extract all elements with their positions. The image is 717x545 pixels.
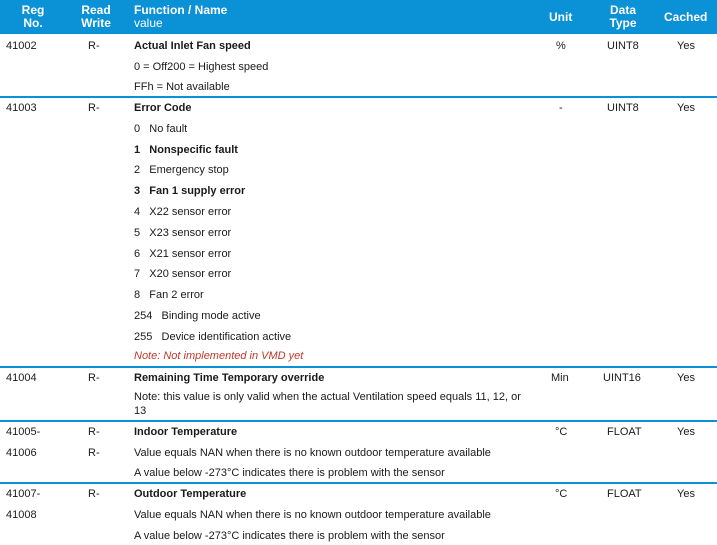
row-divider (0, 366, 717, 368)
row-line: FFh = Not available (134, 81, 230, 93)
cached: Yes (677, 102, 695, 114)
cached: Yes (677, 426, 695, 438)
row-title: Actual Inlet Fan speed (134, 40, 251, 52)
cached: Yes (677, 40, 695, 52)
read-write: R- (88, 426, 100, 438)
error-code-item: 2 Emergency stop (134, 164, 229, 176)
row-title: Error Code (134, 102, 192, 114)
error-code-item: 1 Nonspecific fault (134, 144, 238, 156)
header-function: Function / Name value (134, 3, 228, 30)
header-cached: Cached (664, 10, 708, 24)
row-line: A value below -273°C indicates there is problem with the sensor (134, 467, 445, 479)
row-line: 0 = Off200 = Highest speed (134, 61, 269, 73)
unit: % (556, 40, 566, 52)
row-divider (0, 96, 717, 98)
error-code-item: 4 X22 sensor error (134, 206, 232, 218)
data-type: UINT16 (603, 372, 641, 384)
reg-number: 41005- (6, 426, 41, 438)
row-divider (0, 482, 717, 484)
row-line: A value below -273°C indicates there is problem with the sensor (134, 530, 445, 542)
read-write: R- (88, 447, 100, 459)
reg-number: 41003 (6, 102, 37, 114)
row-title: Outdoor Temperature (134, 488, 247, 500)
error-code-item: 254 Binding mode active (134, 310, 261, 322)
error-code-item: 0 No fault (134, 123, 188, 135)
read-write: R- (88, 488, 100, 500)
read-write: R- (88, 102, 100, 114)
cached: Yes (677, 488, 695, 500)
read-write: R- (88, 40, 100, 52)
unit: °C (555, 488, 568, 500)
error-code-item: 255 Device identification active (134, 331, 292, 343)
unit: - (559, 102, 563, 114)
header-read-write: Read Write (81, 3, 111, 30)
data-type: UINT8 (607, 102, 639, 114)
reg-number: 41007- (6, 488, 41, 500)
row-note: Note: this value is only valid when the actual Ventilation speed equals 11, 12, or 13 (134, 391, 521, 417)
error-code-item: 8 Fan 2 error (134, 289, 204, 301)
cached: Yes (677, 372, 695, 384)
error-code-item: 5 X23 sensor error (134, 227, 232, 239)
table-header (0, 0, 717, 34)
row-line: Value equals NAN when there is no known outdoor temperature available (134, 509, 491, 521)
error-code-item: 3 Fan 1 supply error (134, 185, 246, 197)
row-title: Remaining Time Temporary override (134, 372, 325, 384)
error-code-item: 6 X21 sensor error (134, 248, 232, 260)
header-data-type: Data Type (609, 3, 637, 30)
unit: Min (551, 372, 569, 384)
row-title: Indoor Temperature (134, 426, 238, 438)
not-implemented-note: Note: Not implemented in VMD yet (134, 350, 304, 362)
reg-number: 41004 (6, 372, 37, 384)
header-reg: Reg No. (21, 3, 45, 30)
read-write: R- (88, 372, 100, 384)
row-line: Value equals NAN when there is no known outdoor temperature available (134, 447, 491, 459)
error-code-item: 7 X20 sensor error (134, 268, 232, 280)
row-divider (0, 420, 717, 422)
reg-number: 41002 (6, 40, 37, 52)
data-type: FLOAT (607, 426, 642, 438)
reg-number: 41006 (6, 447, 37, 459)
data-type: UINT8 (607, 40, 639, 52)
header-unit: Unit (549, 10, 573, 24)
data-type: FLOAT (607, 488, 642, 500)
reg-number: 41008 (6, 509, 37, 521)
unit: °C (555, 426, 568, 438)
